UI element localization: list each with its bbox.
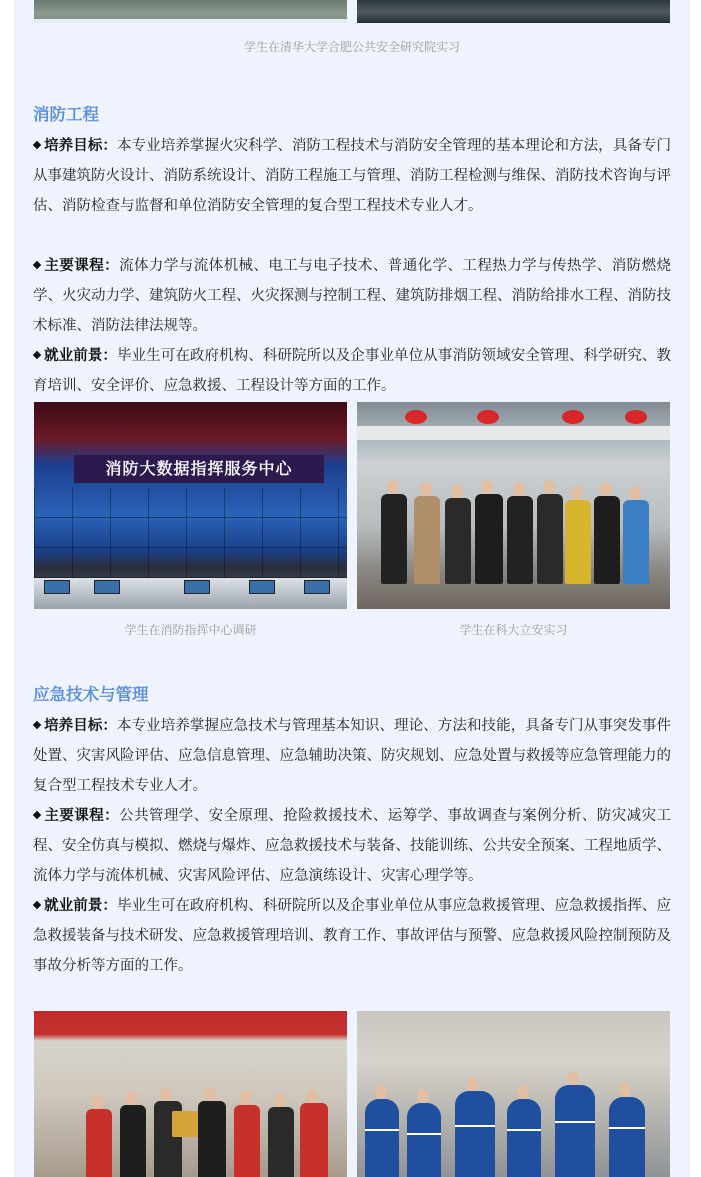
command-center-sign: 消防大数据指挥服务中心 [74,455,324,483]
photo-tsinghua-institute-left [34,0,347,23]
bullet-diamond-icon [33,141,41,149]
fire-goal-label: 培养目标： [44,138,117,154]
section-title-emergency-management: 应急技术与管理 [33,685,149,704]
photo-fire-command-center [34,402,347,609]
caption-kedalian-internship: 学生在科大立安实习 [459,623,568,637]
fire-career-label: 就业前景： [44,348,117,364]
emergency-goal-text: 本专业培养掌握应急技术与管理基本知识、理论、方法和技能，具备专门从事突发事件处置、灾害风险评估、应急信息管理、应急辅助决策、防灾规划、应急处置与救援等应急管理能力的复合型工程技术专业人才。 [33,718,672,794]
bullet-diamond-icon [33,811,41,819]
emergency-courses-label: 主要课程： [44,808,120,824]
emergency-goal-paragraph [33,711,671,801]
emergency-career-paragraph [33,891,671,981]
bullet-diamond-icon [33,351,41,359]
fire-career-paragraph [33,341,671,401]
fire-courses-label: 主要课程： [44,258,120,274]
emergency-career-label: 就业前景： [44,898,117,914]
fire-career-text: 毕业生可在政府机构、科研院所以及企事业单位从事消防领域安全管理、科学研究、教育培训、安全评价、应急救援、工程设计等方面的工作。 [33,348,672,394]
caption-tsinghua-internship: 学生在清华大学合肥公共安全研究院实习 [243,40,460,54]
fire-goal-paragraph [33,131,671,221]
fire-courses-text: 流体力学与流体机械、电工与电子技术、普通化学、工程热力学与传热学、消防燃烧学、火灾动力学、建筑防火工程、火灾探测与控制工程、建筑防排烟工程、消防给排水工程、消防技术标准、消防法律法规等。 [33,258,672,334]
emergency-courses-paragraph [33,801,671,891]
caption-fire-command-center: 学生在消防指挥中心调研 [124,623,257,637]
section-title-fire-engineering: 消防工程 [33,105,99,124]
bullet-diamond-icon [33,721,41,729]
emergency-goal-label: 培养目标： [44,718,117,734]
fire-courses-paragraph [33,251,671,341]
fire-goal-text: 本专业培养掌握火灾科学、消防工程技术与消防安全管理的基本理论和方法，具备专门从事建筑防火设计、消防系统设计、消防工程施工与管理、消防工程检测与维保、消防技术咨询与评估、消防检查与监督和单位消防安全管理的复合型工程技术专业人才。 [33,138,672,214]
photo-tsinghua-institute-right [357,0,670,23]
bullet-diamond-icon [33,901,41,909]
photo-emergency-group-banner [34,1011,347,1177]
photo-kedalian-group [357,402,670,609]
emergency-career-text: 毕业生可在政府机构、科研院所以及企事业单位从事应急救援管理、应急救援指挥、应急救援装备与技术研发、应急救援管理培训、教育工作、事故评估与预警、应急救援风险控制预防及事故分析等方面的工作。 [33,898,672,974]
photo-emergency-uniform-training [357,1011,670,1177]
emergency-courses-text: 公共管理学、安全原理、抢险救援技术、运筹学、事故调查与案例分析、防灾减灾工程、安全仿真与模拟、燃烧与爆炸、应急救援技术与装备、技能训练、公共安全预案、工程地质学、流体力学与流体机械、灾害风险评估、应急演练设计、灾害心理学等。 [33,808,672,884]
bullet-diamond-icon [33,261,41,269]
